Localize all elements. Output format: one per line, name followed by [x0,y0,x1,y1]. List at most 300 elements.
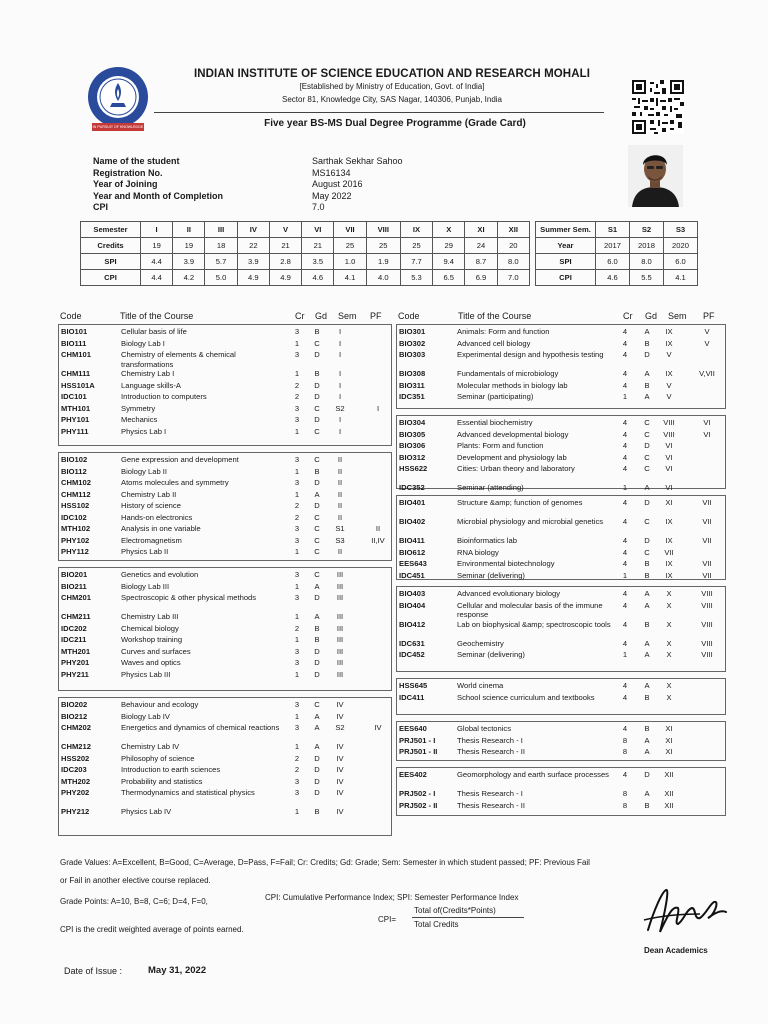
course-semester: IV [336,788,344,797]
course-row [397,747,725,757]
course-grade: D [644,350,650,359]
course-code: IDC352 [399,483,425,492]
summer-cell: 2017 [596,238,630,254]
date-of-issue: May 31, 2022 [148,965,207,976]
signatory-title: Dean Academics [644,946,708,955]
course-title: Atoms molecules and symmetry [121,478,229,487]
student-info-labels [93,156,223,214]
course-title: Curves and surfaces [121,646,191,656]
course-row [59,350,391,369]
course-code: IDC351 [399,392,425,401]
course-credits: 3 [294,646,300,656]
course-title: Probability and statistics [121,776,203,786]
course-grade: C [314,535,320,545]
course-previous-fail: VIII [701,638,713,648]
course-code: BIO201 [61,570,88,579]
course-credits: 1 [622,570,628,580]
right-header-pf: PF [703,311,715,321]
course-code: CHM202 [61,723,91,732]
course-code: BIO101 [61,327,88,336]
course-code: BIO111 [61,338,87,348]
course-grade: A [644,392,650,401]
course-title: Microbial physiology and microbial genetics [457,517,604,526]
course-title: Behaviour and ecology [121,700,199,709]
course-grade: D [314,501,320,510]
course-credits: 3 [294,327,300,336]
course-grade: D [314,415,320,424]
course-row [397,536,725,546]
course-grade: C [314,512,320,522]
course-title: Cellular basis of life [121,327,187,336]
course-semester: I [338,327,342,336]
course-grade: D [314,765,320,774]
course-grade: B [644,619,650,629]
course-semester: VIII [663,418,675,427]
course-credits: 4 [622,327,628,336]
left-course-block [58,452,392,561]
course-row [397,517,725,527]
semester-cell: 5.3 [400,270,432,286]
course-grade: C [314,547,320,556]
course-code: BIO304 [399,418,426,427]
course-code: IDC102 [61,512,87,522]
course-row [397,464,725,474]
course-credits: 4 [622,441,628,450]
right-course-block [396,324,726,409]
course-credits: 4 [622,464,628,473]
semester-cell: 4.4 [141,270,173,286]
course-code: BIO612 [399,547,426,557]
course-code: BIO211 [61,581,87,591]
course-row [59,765,391,775]
course-code: BIO305 [399,429,426,439]
course-credits: 4 [622,338,628,348]
course-code: EES640 [399,724,427,733]
course-previous-fail: VI [703,418,711,427]
course-previous-fail: VIII [701,589,713,598]
course-credits: 3 [294,478,300,487]
course-row [397,770,725,780]
course-code: MTH202 [61,776,91,786]
course-code: HSS202 [61,753,90,763]
course-grade: B [644,692,650,702]
course-credits: 1 [294,581,300,591]
course-row [59,582,391,592]
left-course-block [58,567,392,691]
course-code: PHY202 [61,788,90,797]
course-title: Seminar (attending) [457,483,524,492]
course-grade: D [314,669,320,679]
summer-cell: 6.0 [596,254,630,270]
course-credits: 3 [294,658,300,667]
course-semester: IV [336,807,344,816]
course-semester: I [338,369,342,378]
course-semester: IX [665,369,673,378]
course-title: Spectroscopic & other physical methods [121,593,257,602]
header-divider [154,112,604,113]
course-credits: 3 [294,776,300,786]
course-grade: C [314,455,320,464]
right-header-gd: Gd [645,311,658,321]
qr-code-icon [632,80,684,134]
course-code: PRJ502 - I [399,789,436,798]
semester-cell: VII [334,222,366,238]
semester-cell: 4.6 [302,270,334,286]
right-header-title: Title of the Course [458,311,532,321]
course-code: PRJ502 - II [399,800,438,810]
course-grade: B [644,724,650,733]
course-code: HSS102 [61,501,90,510]
left-header-code: Code [60,311,82,321]
course-grade: A [644,789,650,798]
course-code: MTH101 [61,403,91,413]
course-grade: C [314,338,320,348]
course-semester: II [337,466,343,476]
semester-cell: 21 [269,238,301,254]
course-credits: 4 [622,498,628,507]
semester-cell: V [269,222,301,238]
summer-cell: 8.0 [630,254,664,270]
course-title: Structure &amp; function of genomes [457,498,583,507]
course-row [397,548,725,558]
course-row [397,639,725,649]
course-semester: V [666,380,672,390]
course-title: Symmetry [121,403,156,413]
course-row [59,777,391,787]
course-grade: D [644,441,650,450]
semester-cell: 7.7 [400,254,432,270]
course-semester: III [336,581,344,591]
semester-cell: 4.9 [237,270,269,286]
course-credits: 3 [294,700,300,709]
dean-signature [640,880,730,942]
course-semester: I [338,338,342,348]
course-title: Fundamentals of microbiology [457,369,559,378]
course-grade: B [644,800,650,810]
course-semester: IX [665,338,673,348]
course-grade: C [314,700,320,709]
semester-cell: X [433,222,465,238]
course-semester: III [336,658,344,667]
course-semester: VI [665,441,673,450]
label-cpi: CPI [93,202,109,212]
course-semester: XII [664,800,674,810]
semester-cell: 2.8 [269,254,301,270]
course-code: BIO202 [61,700,88,709]
course-grade: B [644,338,650,348]
course-semester: IV [336,700,344,709]
course-title: Chemical biology [121,623,179,633]
course-row [397,559,725,569]
course-row [59,723,391,733]
course-credits: 4 [622,536,628,545]
course-semester: III [336,570,344,579]
summer-row-label: Year [536,238,596,254]
course-semester: IV [336,742,344,751]
course-semester: V [666,392,672,401]
course-credits: 3 [294,723,300,732]
course-row [59,647,391,657]
course-code: IDC101 [61,392,87,401]
course-grade: D [314,350,320,359]
course-semester: X [666,681,672,690]
course-title: Advanced evolutionary biology [457,589,561,598]
course-semester: I [338,380,342,390]
course-row [59,392,391,402]
course-credits: 1 [622,650,628,659]
course-credits: 2 [294,392,300,401]
right-course-block [396,415,726,492]
semester-cell: 7.0 [497,270,529,286]
course-title: Cities: Urban theory and laboratory [457,464,575,473]
course-row [59,624,391,634]
semester-cell: 3.9 [237,254,269,270]
course-title: Molecular methods in biology lab [457,380,568,390]
course-title: Seminar (delivering) [457,650,525,659]
course-credits: 1 [294,711,300,721]
course-code: BIO302 [399,338,426,348]
semester-cell: 3.5 [302,254,334,270]
course-grade: B [314,635,320,644]
course-code: CHM112 [61,489,91,499]
course-row [397,789,725,799]
institute-name: INDIAN INSTITUTE OF SCIENCE EDUCATION AND RESEARCH MOHALI [193,68,591,80]
course-row [59,712,391,722]
course-grade: D [644,536,650,545]
semester-cell: 4.1 [334,270,366,286]
course-credits: 8 [622,747,628,756]
course-code: PHY101 [61,415,90,424]
course-grade: D [314,392,320,401]
semester-cell: 25 [334,238,366,254]
course-row [59,670,391,680]
course-code: BIO404 [399,600,426,610]
registration-number: MS16134 [312,167,351,178]
course-title: Biology Lab IV [121,711,170,721]
summer-cell: S2 [630,222,664,238]
course-grade: B [314,807,320,816]
course-title: Seminar (participating) [457,392,534,401]
course-grade: A [314,612,320,621]
course-semester: X [666,638,672,648]
course-title: Biology Lab I [121,338,165,348]
institute-logo [84,65,152,133]
course-row [59,536,391,546]
course-row [397,453,725,463]
course-grade: B [314,466,320,476]
course-semester: II [337,512,343,522]
course-code: BIO102 [61,455,88,464]
course-code: IDC211 [61,635,87,644]
semester-cell: IV [237,222,269,238]
summer-cell: 5.5 [630,270,664,286]
semester-cell: 20 [497,238,529,254]
course-semester: X [666,600,672,610]
course-credits: 4 [622,350,628,359]
course-credits: 8 [622,789,628,798]
course-row [59,339,391,349]
course-credits: 2 [294,380,300,390]
semester-table-row [81,270,698,286]
course-title: Gene expression and development [121,455,239,464]
course-semester: S2 [335,723,345,732]
course-previous-fail: V,VII [699,369,715,378]
semester-row-label: CPI [81,270,141,286]
course-grade: A [644,327,650,336]
course-credits: 4 [622,452,628,462]
course-row [397,381,725,391]
course-grade: D [314,658,320,667]
summer-cell: S1 [596,222,630,238]
course-grade: D [314,593,320,602]
course-grade: B [644,570,650,580]
course-grade: B [314,623,320,633]
course-row [59,807,391,817]
semester-cell: 19 [173,238,205,254]
course-row [59,327,391,337]
course-grade: B [314,369,320,378]
course-row [397,327,725,337]
course-semester: VIII [663,429,675,439]
course-row [59,415,391,425]
course-code: IDC451 [399,570,425,580]
date-of-issue-label: Date of Issue : [64,966,123,976]
semester-cell: 1.0 [334,254,366,270]
course-row [59,570,391,580]
course-code: EES402 [399,770,427,779]
course-code: BIO402 [399,517,426,526]
course-row [59,513,391,523]
course-grade: C [644,464,650,473]
course-code: PHY212 [61,807,90,816]
course-credits: 1 [294,547,300,556]
course-grade: A [644,681,650,690]
course-title: Advanced cell biology [457,338,531,348]
course-title: Development and physiology lab [457,452,567,462]
course-title: Advanced developmental biology [457,429,569,439]
course-credits: 1 [294,669,300,679]
course-semester: I [338,392,342,401]
course-row [59,593,391,603]
course-title: Physics Lab IV [121,807,172,816]
course-credits: 2 [294,501,300,510]
left-course-block [58,697,392,836]
course-title: Language skills-A [121,380,181,390]
course-title: Waves and optics [121,658,181,667]
semester-cell: 4.4 [141,254,173,270]
course-semester: II [337,501,343,510]
course-credits: 4 [622,770,628,779]
course-title: Chemistry Lab III [121,612,179,621]
course-row [59,381,391,391]
course-title: Geochemistry [457,638,504,648]
overall-cpi: 7.0 [312,202,325,212]
semester-table-row [81,238,698,254]
course-credits: 4 [622,692,628,702]
course-semester: I [338,426,342,436]
course-grade: C [644,547,650,557]
course-row [397,339,725,349]
course-row [59,524,391,534]
semester-cell: 25 [400,238,432,254]
course-row [59,478,391,488]
semester-cell: 4.2 [173,270,205,286]
summer-cell: S3 [664,222,698,238]
course-credits: 3 [294,570,300,579]
course-semester: III [336,635,344,644]
course-code: CHM212 [61,742,91,751]
course-semester: IV [336,753,344,763]
course-row [59,369,391,379]
course-row [397,350,725,360]
cpi-note: CPI is the credit weighted average of points earned. [60,925,244,934]
course-title: Essential biochemistry [457,418,533,427]
course-row [59,742,391,752]
course-grade: D [314,753,320,763]
course-credits: 4 [622,547,628,557]
course-grade: A [644,735,650,745]
course-semester: XII [664,789,674,798]
course-semester: IX [665,517,673,526]
course-credits: 4 [622,589,628,598]
course-semester: III [336,593,344,602]
course-row [397,724,725,734]
course-credits: 1 [622,392,628,401]
label-year-joining: Year of Joining [93,179,158,189]
course-title: Experimental design and hypothesis testing [457,350,604,359]
course-row [397,430,725,440]
course-grade: C [314,570,320,579]
course-grade: D [314,788,320,797]
formula-label: CPI= [378,915,397,924]
course-previous-fail: VIII [701,650,713,659]
course-code: BIO411 [399,536,425,545]
semester-cell: 19 [141,238,173,254]
course-credits: 1 [294,466,300,476]
course-semester: VI [665,452,673,462]
institute-address: Sector 81, Knowledge City, SAS Nagar, 140306, Punjab, India [282,95,502,104]
course-previous-fail: I [376,403,380,413]
course-row [397,571,725,581]
course-grade: A [644,483,650,492]
course-semester: X [666,692,672,702]
course-semester: II [337,478,343,487]
semester-cell: 4.9 [269,270,301,286]
semester-cell: 1.9 [366,254,400,270]
course-title: Bioinformatics lab [457,536,517,545]
semester-cell: 25 [366,238,400,254]
course-title: Geomorphology and earth surface processes [457,770,609,779]
course-grade: C [314,524,320,533]
course-title: Seminar (delivering) [457,570,525,580]
course-row [59,754,391,764]
course-code: CHM101 [61,350,91,359]
course-title: Introduction to earth sciences [121,765,221,774]
course-semester: X [666,589,672,598]
course-grade: C [644,429,650,439]
course-code: BIO412 [399,619,426,629]
course-semester: XI [665,735,673,745]
course-previous-fail: V [704,327,710,336]
course-code: HSS101A [61,380,95,390]
course-previous-fail: VII [702,536,712,545]
completion-date: May 2022 [312,190,352,201]
course-grade: D [644,498,650,507]
course-row [59,490,391,500]
semester-cell: III [205,222,237,238]
course-credits: 4 [622,724,628,733]
year-of-joining: August 2016 [312,179,363,189]
